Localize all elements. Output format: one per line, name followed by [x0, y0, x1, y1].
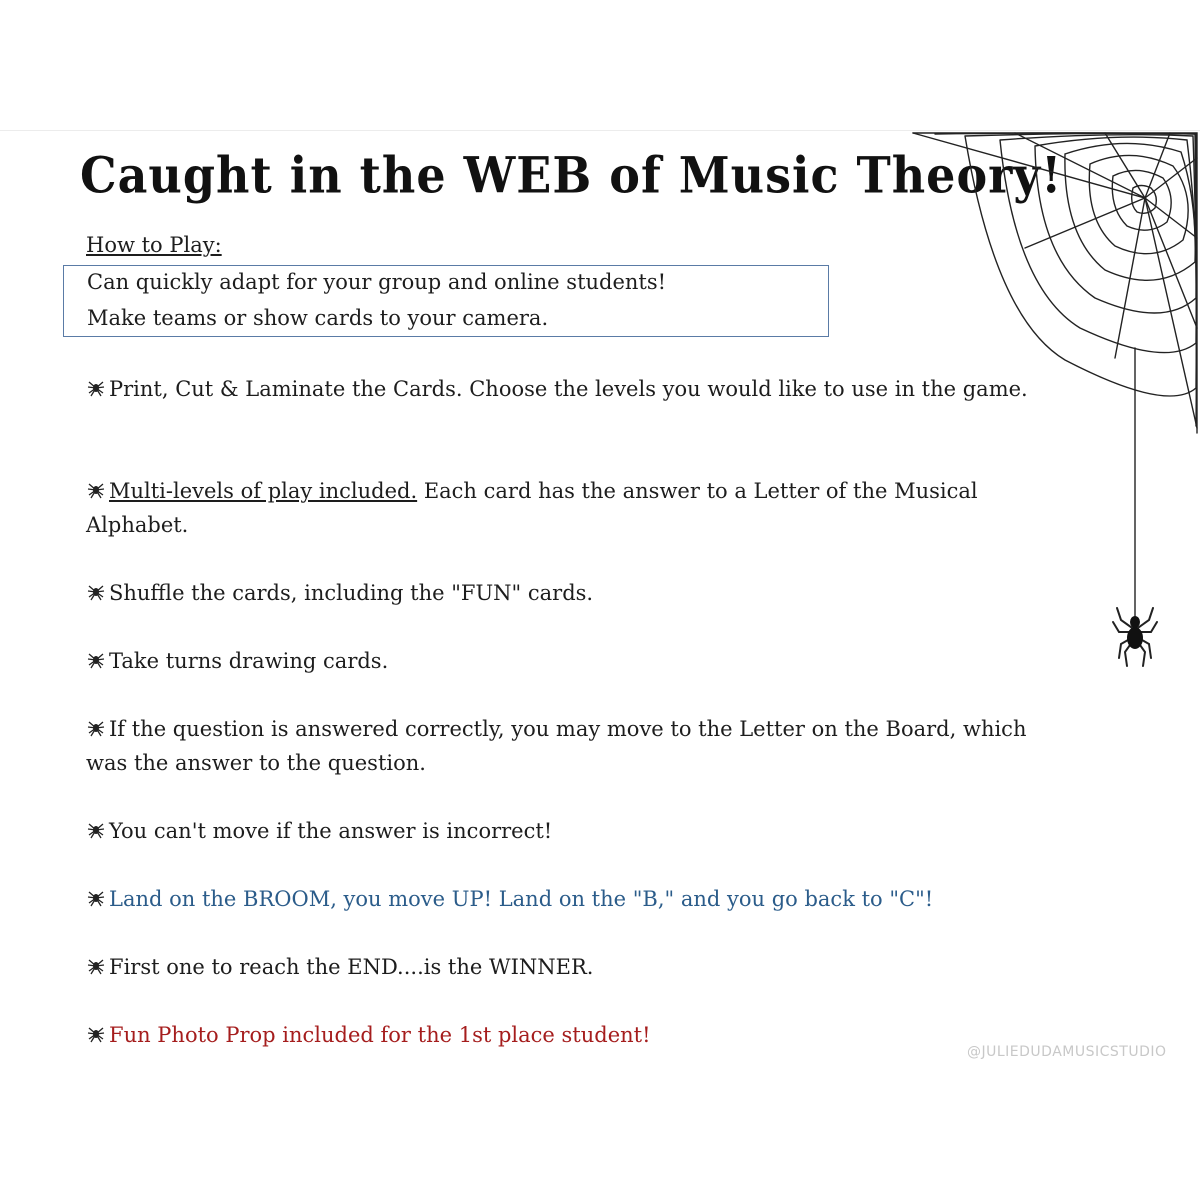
spider-icon	[86, 480, 106, 500]
step-6	[86, 814, 1066, 848]
spider-icon	[86, 820, 106, 840]
spider-icon	[86, 718, 106, 738]
step-2-underlined: Multi-levels of play included.	[109, 479, 418, 503]
step-7	[86, 882, 1066, 916]
spider-icon	[86, 1024, 106, 1044]
step-7-text: Land on the BROOM, you move UP! Land on the "B," and you go back to "C"!	[109, 887, 934, 911]
note-line-2: Make teams or show cards to your camera.	[87, 306, 549, 330]
spider-icon	[86, 582, 106, 602]
step-9-text: Fun Photo Prop included for the 1st place student!	[109, 1023, 651, 1047]
step-3-text: Shuffle the cards, including the "FUN" cards.	[109, 581, 594, 605]
spider-icon	[86, 956, 106, 976]
spider-icon	[86, 888, 106, 908]
note-box	[63, 265, 829, 337]
how-to-play-heading: How to Play:	[86, 233, 222, 257]
spider-icon	[86, 378, 106, 398]
step-6-text: You can't move if the answer is incorrect!	[109, 819, 553, 843]
watermark: @JULIEDUDAMUSICSTUDIO	[967, 1044, 1167, 1060]
spider-icon	[86, 650, 106, 670]
spider-web-icon	[905, 128, 1200, 673]
step-2-text: Each card has the answer to a Letter of the Musical Alphabet.	[86, 479, 978, 537]
step-8-text: First one to reach the END....is the WINNER.	[109, 955, 594, 979]
step-9	[86, 1018, 1066, 1052]
step-1-text: Print, Cut & Laminate the Cards. Choose the levels you would like to use in the game.	[109, 377, 1028, 401]
note-line-1: Can quickly adapt for your group and online students!	[87, 270, 667, 294]
step-4-text: Take turns drawing cards.	[109, 649, 389, 673]
step-8	[86, 950, 1066, 984]
step-5	[86, 712, 1066, 780]
page-title: Caught in the WEB of Music Theory!	[80, 146, 1063, 205]
step-5-text: If the question is answered correctly, you may move to the Letter on the Board, which was the answer to the question.	[86, 717, 1027, 775]
